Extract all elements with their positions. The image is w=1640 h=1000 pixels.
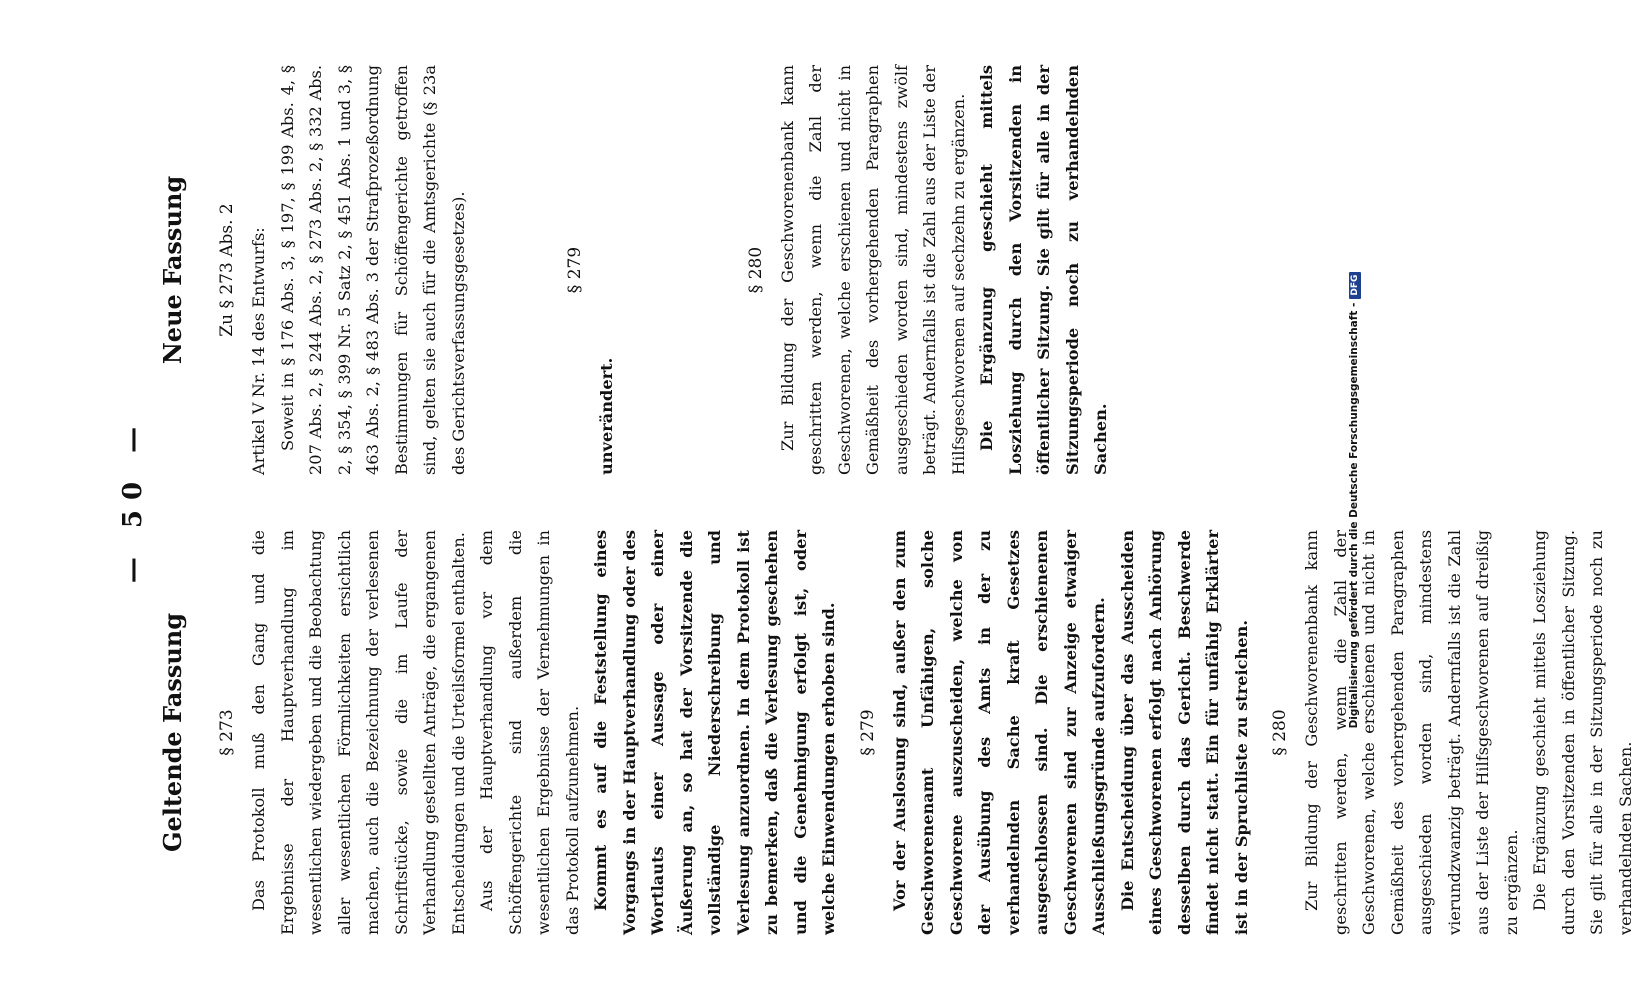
column-header-right: Neue Fassung [158,175,187,365]
dfg-logo-icon: DFG [1349,272,1361,299]
spacer [473,65,551,475]
zu-273-title: Zu § 273 Abs. 2 [217,203,237,337]
column-header-left: Geltende Fassung [158,612,187,853]
spacer [622,65,732,475]
section-273-para-2: Aus der Hauptverhandlung vor dem Schöffengerichte sind außerdem die wesentlichen Ergebnisse der Vernehmungen in das Protokoll aufzunehmen. [477,530,582,935]
page-number: — 50 — [118,416,148,584]
section-273-para-1: Das Protokoll muß den Gang und die Ergebnisse der Hauptverhandlung im wesentlichen wiedergeben und die Beobachtung aller wesentlichen Förmlichkeiten ersichtlich machen, auch die Bezeichnung der verlesenen Schriftstücke, sowie die im Laufe der Verhandlung gestellten Anträge, die ergangenen Entscheidungen und die Urteilsformel enthalten. [249,530,468,935]
article-line: Artikel V Nr. 14 des Entwurfs: [249,227,268,475]
credit-text: Digitalisierung gefördert durch die Deutsche Forschungsgemeinschaft - [1348,302,1360,729]
section-280-title-left: § 280 [1270,709,1290,756]
section-280-para-1-left: Zur Bildung der Geschworenenbank kann geschritten werden, wenn die Zahl der Geschworenen, welche erschienen und nicht in Gemäßheit des vorhergehenden Paragraphen ausgeschieden worden sind, mindestens vierundzwanzig beträgt. Andernfalls ist die Zahl aus der Liste der Hilfsgeschworenen auf dreißig zu ergänzen. [1302,530,1521,935]
section-280-para-2-left: Die Ergänzung geschieht mittels Losziehung durch den Vorsitzenden in öffentlicher Sitzung. Sie gilt für alle in der Sitzungsperiode noch zu verhandelnden Sachen. [1530,530,1635,935]
section-279-unchanged: unverändert. [597,357,616,475]
digitization-credit [1348,0,1361,1000]
article-text: Soweit in § 176 Abs. 3, § 197, § 199 Abs. 4, § 207 Abs. 2, § 244 Abs. 2, § 273 Abs. 2, § 332 Abs. 2, § 354, § 399 Nr. 5 Satz 2, § 451 Abs. 1 und 3, § 463 Abs. 2, § 483 Abs. 3 der Strafprozeßordnung Bestimmungen für Schöffengerichte getroffen sind, gelten sie auch für die Amtsgerichte (§ 23a des Gerichtsverfassungsgesetzes). [277,65,468,475]
section-280-para-1-right: Zur Bildung der Geschworenenbank kann geschritten werden, wenn die Zahl der Geschworenen, welche erschienen und nicht in Gemäßheit des vorhergehenden Paragraphen ausgeschieden worden sind, mindestens zwölf beträgt. Andernfalls ist die Zahl aus der Liste der Hilfsgeschworenen auf sechzehn zu ergänzen. [777,65,968,475]
section-273-title: § 273 [217,709,237,756]
section-280-para-2-right: Die Ergänzung geschieht mittels Losziehung durch den Vorsitzenden in öffentlicher Sitzung. Sie gilt für alle in der Sitzungsperiode noch zu verhandelnden Sachen. [977,65,1110,475]
section-279-para-2: Die Entscheidung über das Ausscheiden eines Geschworenen erfolgt nach Anhörung desselben durch das Gericht. Beschwerde findet nicht statt. Ein für unfähig Erklärter ist in der Spruchliste zu streichen. [1117,530,1251,935]
column-current-version [150,530,1640,935]
column-new-version [150,65,1116,475]
section-273-para-3: Kommt es auf die Feststellung eines Vorgangs in der Hauptverhandlung oder des Wortlauts einer Aussage oder einer Äußerung an, so hat der Vorsitzende die vollständige Niederschreibung und Verlesung anzuordnen. In dem Protokoll ist zu bemerken, daß die Verlesung geschehen und die Genehmigung erfolgt ist, oder welche Einwendungen erhoben sind. [591,530,838,935]
section-279-para-1: Vor der Auslosung sind, außer den zum Geschworenenamt Unfähigen, solche Geschworene auszuscheiden, welche von der Ausübung des Amts in der zu verhandelnden Sache kraft Gesetzes ausgeschlossen sind. Die erschienenen Geschworenen sind zur Anzeige etwaiger Ausschließungsgründe aufzufordern. [889,530,1108,935]
section-279-title-right: § 279 [565,246,585,294]
section-280-title-right: § 280 [745,246,766,294]
section-279-title-left: § 279 [857,709,878,756]
